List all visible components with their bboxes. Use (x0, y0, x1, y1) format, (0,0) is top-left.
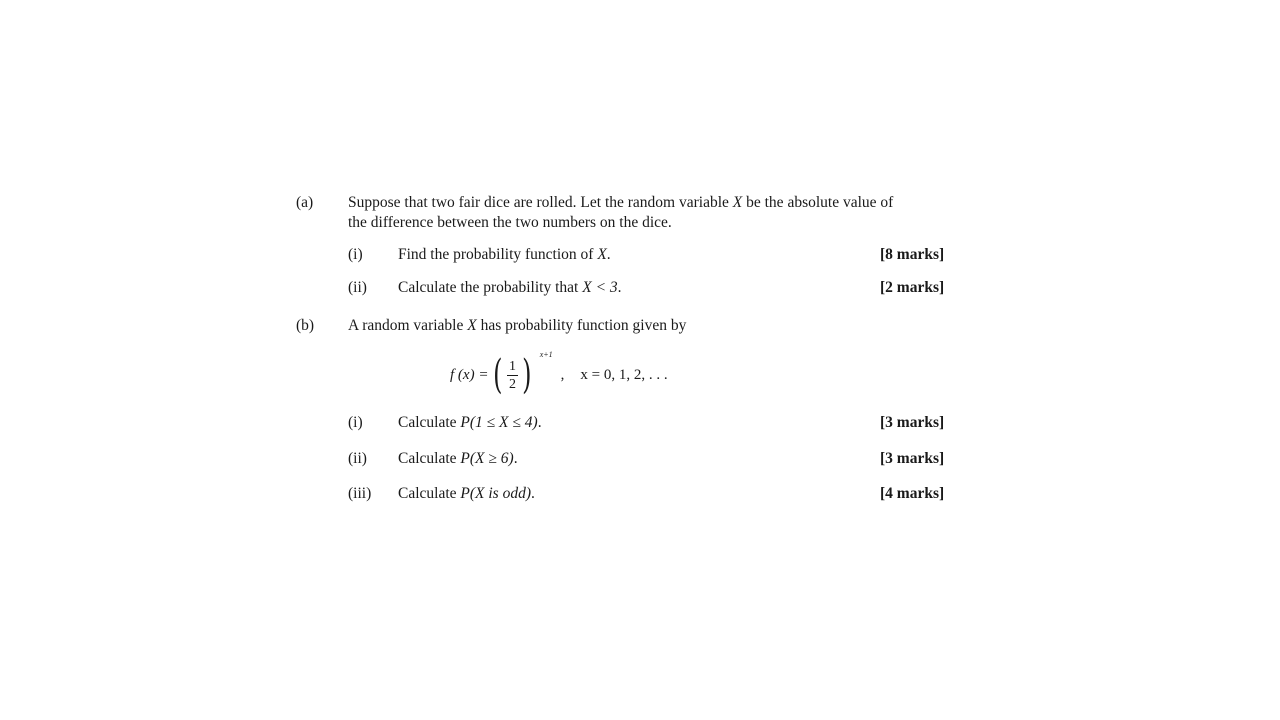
probability-function-formula (450, 350, 668, 400)
part-b-question (348, 317, 686, 335)
part-b-item-2-label: (ii) (348, 450, 367, 467)
math-expression: P(1 ≤ X ≤ 4) (460, 414, 538, 431)
fraction (507, 358, 518, 393)
part-a-question-line1 (348, 194, 893, 212)
part-b-item-3-marks: [4 marks] (880, 485, 945, 502)
item-text-end: . (531, 485, 535, 502)
fraction-numerator: 1 (509, 358, 517, 374)
item-text-end: . (537, 414, 542, 431)
item-text: Calculate (398, 485, 461, 502)
part-b-item-1-marks: [3 marks] (880, 414, 945, 431)
part-a-item-2-marks: [2 marks] (880, 279, 945, 296)
part-a-item-1-label: (i) (348, 246, 363, 263)
right-paren-glyph: ) (522, 352, 532, 398)
item-text-end: . (513, 450, 518, 467)
item-text: Calculate the probability that (398, 279, 583, 296)
part-b-item-1-label: (i) (348, 414, 363, 431)
part-b-item-1-text (398, 414, 542, 432)
part-a-item-1-marks: [8 marks] (880, 246, 945, 263)
part-a-label: (a) (296, 194, 314, 211)
part-b-item-2-marks: [3 marks] (880, 450, 945, 467)
formula-lhs: f (x) = (450, 366, 489, 383)
math-expression: P(X is odd) (460, 485, 532, 502)
formula-domain: x = 0, 1, 2, . . . (580, 366, 668, 383)
part-a-item-2-text (398, 279, 622, 297)
part-b-text-pre: A random variable (348, 317, 468, 334)
variable-x: X (597, 246, 607, 263)
part-a-text-pre: Suppose that two fair dice are rolled. Let the random variable (348, 194, 733, 211)
part-a-item-1-text (398, 246, 611, 264)
formula-exponent: x+1 (539, 350, 553, 359)
item-text: Calculate (398, 450, 461, 467)
formula-separator: , (560, 366, 565, 383)
variable-x: X (732, 194, 743, 211)
item-text: Calculate (398, 414, 461, 431)
formula-power (490, 350, 553, 398)
left-paren-glyph: ( (493, 352, 503, 398)
math-expression: X < 3 (582, 279, 618, 296)
part-b-item-2-text (398, 450, 518, 468)
part-b-item-3-text (398, 485, 535, 503)
part-b-text-post: has probability function given by (476, 317, 687, 334)
item-text: Find the probability function of (398, 246, 598, 263)
part-a-item-2-label: (ii) (348, 279, 367, 296)
math-expression: P(X ≥ 6) (460, 450, 514, 467)
part-b-label: (b) (296, 317, 315, 334)
variable-x: X (467, 317, 477, 334)
part-b-item-3-label: (iii) (348, 485, 372, 502)
fraction-denominator: 2 (509, 376, 517, 392)
part-a-text-post: be the absolute value of (742, 194, 894, 211)
item-text-end: . (606, 246, 611, 263)
part-a-question-line2: the difference between the two numbers on the dice. (348, 214, 672, 231)
item-text-end: . (617, 279, 622, 296)
